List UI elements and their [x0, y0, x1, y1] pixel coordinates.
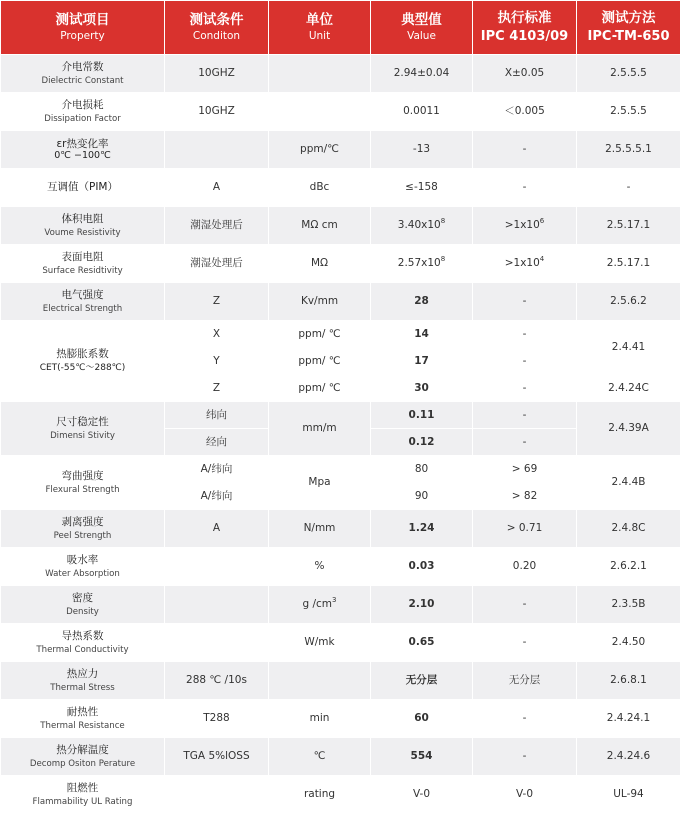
method-cell: 2.6.2.1	[577, 548, 681, 586]
property-cell: 弯曲强度 Flexural Strength	[1, 456, 165, 510]
method-cell: 2.4.24C	[577, 375, 681, 402]
standard-cell: $>1x10^4$	[473, 245, 577, 283]
header-standard: 执行标准 IPC 4103/09	[473, 1, 577, 55]
unit-cell: ppm/ ℃	[269, 375, 371, 402]
unit-cell	[269, 55, 371, 93]
standard-cell: -	[473, 348, 577, 375]
unit-cell: ppm/ ℃	[269, 348, 371, 375]
table-row	[1, 624, 681, 662]
standard-cell: V-0	[473, 776, 577, 814]
property-cell: 体积电阻 Voume Resistivity	[1, 207, 165, 245]
table-row	[1, 510, 681, 548]
standard-cell: > 82	[473, 483, 577, 510]
value-cell: 554	[371, 738, 473, 776]
unit-cell: MΩ cm	[269, 207, 371, 245]
unit-cell: rating	[269, 776, 371, 814]
method-cell: 2.4.24.1	[577, 700, 681, 738]
standard-cell: -	[473, 429, 577, 456]
property-cell: 阻燃性 Flammability UL Rating	[1, 776, 165, 814]
value-cell: 0.65	[371, 624, 473, 662]
standard-cell: -	[473, 321, 577, 348]
method-cell: 2.5.5.5	[577, 55, 681, 93]
condition-cell: A	[165, 169, 269, 207]
table-row	[1, 586, 681, 624]
property-cell: 耐热性 Thermal Resistance	[1, 700, 165, 738]
header-unit: 单位 Unit	[269, 1, 371, 55]
unit-cell: Mpa	[269, 456, 371, 510]
unit-cell: g $/cm^3$	[269, 586, 371, 624]
property-cell: 尺寸稳定性 Dimensi Stivity	[1, 402, 165, 456]
condition-cell: 潮湿处理后	[165, 245, 269, 283]
table-row	[1, 283, 681, 321]
condition-cell: 纬向	[165, 402, 269, 429]
condition-cell: Z	[165, 283, 269, 321]
standard-cell: > 0.71	[473, 510, 577, 548]
standard-cell: -	[473, 169, 577, 207]
property-cell: εr热变化率 0℃ −100℃	[1, 131, 165, 169]
standard-cell: -	[473, 738, 577, 776]
value-cell: 1.24	[371, 510, 473, 548]
value-cell: 2.10	[371, 586, 473, 624]
unit-cell: ppm/ ℃	[269, 321, 371, 348]
condition-cell: 288 ℃ /10s	[165, 662, 269, 700]
value-cell: 0.0011	[371, 93, 473, 131]
method-cell: 2.3.5B	[577, 586, 681, 624]
condition-cell	[165, 548, 269, 586]
header-property: 测试项目 Property	[1, 1, 165, 55]
value-cell: 60	[371, 700, 473, 738]
unit-cell: min	[269, 700, 371, 738]
table-header	[1, 1, 681, 55]
property-cell: 密度 Density	[1, 586, 165, 624]
standard-cell: -	[473, 375, 577, 402]
condition-cell	[165, 776, 269, 814]
value-cell: 80	[371, 456, 473, 483]
unit-cell	[269, 93, 371, 131]
method-cell: 2.4.41	[577, 321, 681, 375]
property-cell: 介电损耗 Dissipation Factor	[1, 93, 165, 131]
method-cell: 2.5.5.5	[577, 93, 681, 131]
property-cell: 电气强度 Electrical Strength	[1, 283, 165, 321]
table-row	[1, 402, 681, 429]
property-cell: 互调值（PIM）	[1, 169, 165, 207]
unit-cell: %	[269, 548, 371, 586]
value-cell: $3.40x10^8$	[371, 207, 473, 245]
standard-cell: 无分层	[473, 662, 577, 700]
table-row	[1, 93, 681, 131]
header-condition: 测试条件 Conditon	[165, 1, 269, 55]
method-cell: 2.4.24.6	[577, 738, 681, 776]
value-cell: -13	[371, 131, 473, 169]
unit-cell: MΩ	[269, 245, 371, 283]
property-cell: 热膨胀系数 CET(-55℃～288℃)	[1, 321, 165, 402]
condition-cell: 潮湿处理后	[165, 207, 269, 245]
value-cell: 14	[371, 321, 473, 348]
table-row	[1, 700, 681, 738]
method-cell: -	[577, 169, 681, 207]
method-cell: 2.5.6.2	[577, 283, 681, 321]
table-row	[1, 738, 681, 776]
method-cell: 2.5.17.1	[577, 245, 681, 283]
standard-cell: -	[473, 283, 577, 321]
standard-cell: -	[473, 131, 577, 169]
condition-cell: A/纬向	[165, 483, 269, 510]
value-cell: 0.12	[371, 429, 473, 456]
unit-cell: N/mm	[269, 510, 371, 548]
value-cell: ≤-158	[371, 169, 473, 207]
method-cell: 2.4.50	[577, 624, 681, 662]
value-cell: 0.11	[371, 402, 473, 429]
header-method: 测试方法 IPC-TM-650	[577, 1, 681, 55]
condition-cell: T288	[165, 700, 269, 738]
standard-cell: > 69	[473, 456, 577, 483]
unit-cell: dBc	[269, 169, 371, 207]
value-cell: 2.94±0.04	[371, 55, 473, 93]
unit-cell: Kv/mm	[269, 283, 371, 321]
table-row	[1, 321, 681, 348]
table-row	[1, 776, 681, 814]
method-cell: 2.4.39A	[577, 402, 681, 456]
condition-cell: 10GHZ	[165, 55, 269, 93]
property-cell: 导热系数 Thermal Conductivity	[1, 624, 165, 662]
property-cell: 热分解温度 Decomp Ositon Perature	[1, 738, 165, 776]
value-cell: 0.03	[371, 548, 473, 586]
unit-cell: ℃	[269, 738, 371, 776]
standard-cell: -	[473, 700, 577, 738]
table-row	[1, 55, 681, 93]
method-cell: 2.4.8C	[577, 510, 681, 548]
standard-cell: -	[473, 402, 577, 429]
property-cell: 吸水率 Water Absorption	[1, 548, 165, 586]
method-cell: 2.6.8.1	[577, 662, 681, 700]
unit-cell: W/mk	[269, 624, 371, 662]
value-cell: 90	[371, 483, 473, 510]
value-cell: V-0	[371, 776, 473, 814]
method-cell: 2.4.4B	[577, 456, 681, 510]
property-cell: 热应力 Thermal Stress	[1, 662, 165, 700]
value-cell: 28	[371, 283, 473, 321]
standard-cell: -	[473, 624, 577, 662]
condition-cell: TGA 5%lOSS	[165, 738, 269, 776]
table-row	[1, 169, 681, 207]
condition-cell	[165, 131, 269, 169]
property-cell: 介电常数 Dielectric Constant	[1, 55, 165, 93]
unit-cell: ppm/℃	[269, 131, 371, 169]
property-cell: 剥离强度 Peel Strength	[1, 510, 165, 548]
condition-cell: Z	[165, 375, 269, 402]
condition-cell: Y	[165, 348, 269, 375]
condition-cell	[165, 586, 269, 624]
unit-cell: mm/m	[269, 402, 371, 456]
table-row	[1, 662, 681, 700]
method-cell: UL-94	[577, 776, 681, 814]
header-value: 典型值 Value	[371, 1, 473, 55]
table-row	[1, 456, 681, 483]
condition-cell: 10GHZ	[165, 93, 269, 131]
property-cell: 表面电阻 Surface Residtivity	[1, 245, 165, 283]
table-row	[1, 548, 681, 586]
value-cell: $2.57x10^8$	[371, 245, 473, 283]
standard-cell: X±0.05	[473, 55, 577, 93]
condition-cell: A	[165, 510, 269, 548]
value-cell: 30	[371, 375, 473, 402]
table-row	[1, 245, 681, 283]
condition-cell	[165, 624, 269, 662]
standard-cell: 0.20	[473, 548, 577, 586]
table-row	[1, 131, 681, 169]
condition-cell: 经向	[165, 429, 269, 456]
standard-cell: ＜0.005	[473, 93, 577, 131]
standard-cell: -	[473, 586, 577, 624]
unit-cell	[269, 662, 371, 700]
value-cell: 无分层	[371, 662, 473, 700]
method-cell: 2.5.5.5.1	[577, 131, 681, 169]
condition-cell: A/纬向	[165, 456, 269, 483]
condition-cell: X	[165, 321, 269, 348]
standard-cell: $>1x10^6$	[473, 207, 577, 245]
table-row	[1, 207, 681, 245]
value-cell: 17	[371, 348, 473, 375]
method-cell: 2.5.17.1	[577, 207, 681, 245]
